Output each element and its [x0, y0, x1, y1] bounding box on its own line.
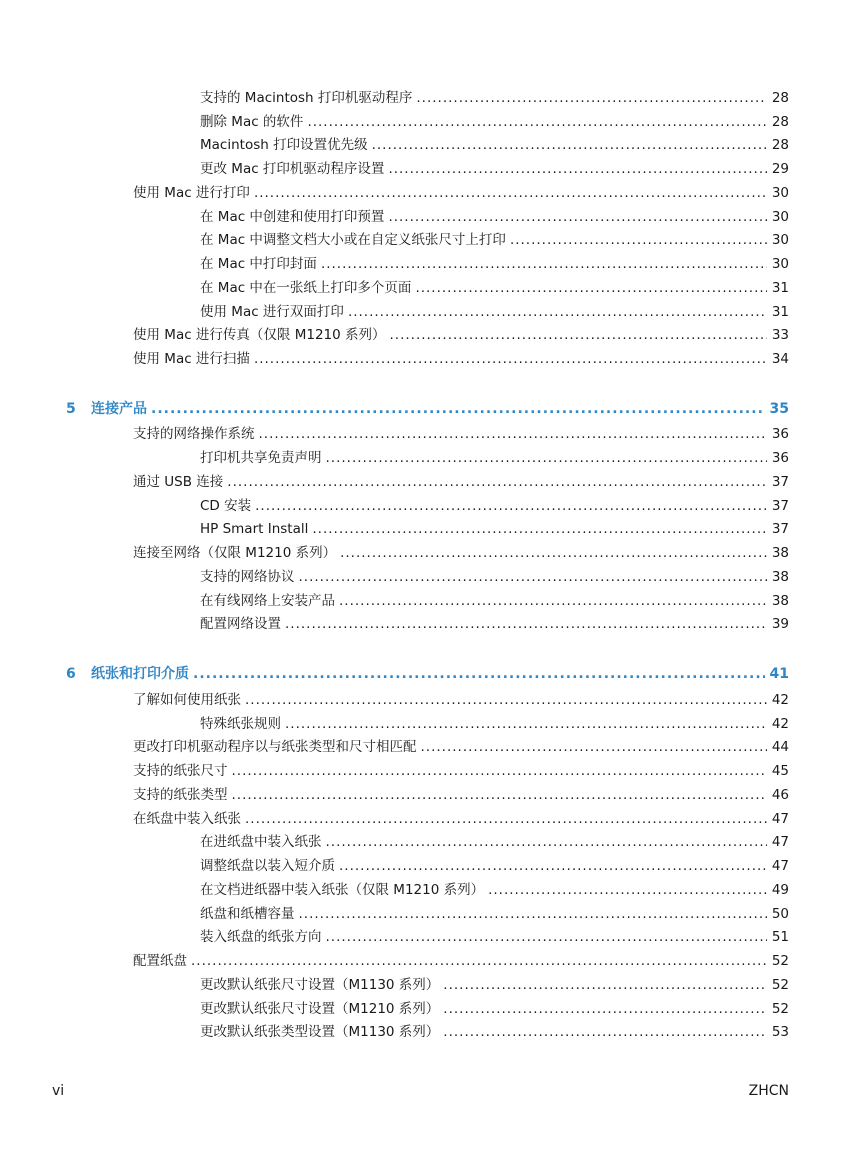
toc-entry[interactable]: [133, 473, 789, 491]
toc-entry-label: 装入纸盘的纸张方向: [200, 929, 322, 945]
toc-entry-page: 42: [771, 692, 789, 708]
toc-entry-page: 30: [771, 209, 789, 225]
toc-entry-page: 28: [771, 137, 789, 153]
toc-entry-page: 42: [771, 716, 789, 732]
toc-entry[interactable]: [200, 976, 789, 994]
dot-leader: [326, 833, 767, 851]
toc-entry[interactable]: [200, 497, 789, 515]
toc-entry-page: 30: [771, 232, 789, 248]
chapter-page: 41: [769, 666, 789, 682]
toc-entry-label: 连接至网络（仅限 M1210 系列）: [133, 545, 337, 561]
toc-entry-page: 36: [771, 426, 789, 442]
toc-entry-page: 37: [771, 474, 789, 490]
toc-entry[interactable]: [200, 1000, 789, 1018]
dot-leader: [232, 762, 767, 780]
toc-entry-page: 30: [771, 185, 789, 201]
toc-entry[interactable]: [133, 786, 789, 804]
toc-entry-label: 使用 Mac 进行传真（仅限 M1210 系列）: [133, 327, 386, 343]
dot-leader: [372, 136, 767, 154]
toc-entry[interactable]: [200, 615, 789, 633]
dot-leader: [443, 1023, 767, 1041]
toc-entry[interactable]: [200, 833, 789, 851]
dot-leader: [443, 976, 767, 994]
toc-entry-page: 44: [771, 739, 789, 755]
toc-entry-page: 53: [771, 1024, 789, 1040]
toc-entry-label: HP Smart Install: [200, 521, 309, 537]
toc-entry-label: 在纸盘中装入纸张: [133, 811, 241, 827]
toc-entry[interactable]: [200, 1023, 789, 1041]
toc-entry-label: 纸盘和纸槽容量: [200, 906, 295, 922]
toc-entry-page: 46: [771, 787, 789, 803]
dot-leader: [232, 786, 767, 804]
toc-entry-page: 38: [771, 545, 789, 561]
chapter-number: 6: [66, 666, 76, 682]
toc-entry-label: 打印机共享免责声明: [200, 450, 322, 466]
toc-entry-label: 使用 Mac 进行双面打印: [200, 304, 344, 320]
toc-entry-page: 49: [771, 882, 789, 898]
toc-entry[interactable]: [133, 691, 789, 709]
dot-leader: [421, 738, 767, 756]
toc-entry[interactable]: [200, 592, 789, 610]
toc-entry[interactable]: [200, 928, 789, 946]
toc-entry[interactable]: [200, 160, 789, 178]
toc-entry-label: 使用 Mac 进行打印: [133, 185, 250, 201]
toc-entry-page: 38: [771, 593, 789, 609]
dot-leader: [299, 905, 767, 923]
toc-entry-page: 47: [771, 858, 789, 874]
toc-entry-label: 支持的网络协议: [200, 569, 295, 585]
dot-leader: [255, 497, 767, 515]
toc-entry-page: 31: [771, 304, 789, 320]
toc-entry[interactable]: [133, 350, 789, 368]
toc-entry-label: 更改打印机驱动程序以与纸张类型和尺寸相匹配: [133, 739, 417, 755]
dot-leader: [340, 544, 767, 562]
toc-entry[interactable]: [200, 231, 789, 249]
dot-leader: [326, 449, 767, 467]
toc-entry-label: 通过 USB 连接: [133, 474, 224, 490]
toc-entry[interactable]: [200, 89, 789, 107]
toc-entry-label: 删除 Mac 的软件: [200, 114, 304, 130]
dot-leader: [307, 113, 766, 131]
footer-page-number: vi: [52, 1083, 65, 1099]
dot-leader: [254, 350, 767, 368]
toc-entry-label: 在有线网络上安装产品: [200, 593, 335, 609]
toc-entry-page: 51: [771, 929, 789, 945]
toc-entry-label: 了解如何使用纸张: [133, 692, 241, 708]
toc-entry-label: 在 Mac 中在一张纸上打印多个页面: [200, 280, 412, 296]
dot-leader: [388, 160, 766, 178]
toc-entry-page: 37: [771, 498, 789, 514]
toc-entry[interactable]: [133, 425, 789, 443]
toc-entry-page: 50: [771, 906, 789, 922]
dot-leader: [488, 881, 767, 899]
toc-entry-label: 支持的 Macintosh 打印机驱动程序: [200, 90, 413, 106]
toc-entry-page: 29: [771, 161, 789, 177]
dot-leader: [415, 279, 766, 297]
chapter-page: 35: [769, 401, 789, 417]
toc-entry[interactable]: [133, 738, 789, 756]
dot-leader: [299, 568, 767, 586]
chapter-title: 纸张和打印介质: [91, 666, 189, 682]
dot-leader: [321, 255, 767, 273]
toc-entry-page: 28: [771, 90, 789, 106]
dot-leader: [326, 928, 767, 946]
toc-entry-label: 支持的纸张尺寸: [133, 763, 228, 779]
chapter-heading-5[interactable]: [66, 400, 789, 418]
toc-entry[interactable]: [200, 255, 789, 273]
toc-entry-page: 45: [771, 763, 789, 779]
toc-entry[interactable]: [200, 113, 789, 131]
dot-leader: [193, 665, 765, 683]
toc-entry-page: 52: [771, 977, 789, 993]
toc-entry-page: 52: [771, 1001, 789, 1017]
dot-leader: [285, 715, 767, 733]
toc-entry-page: 31: [771, 280, 789, 296]
toc-entry-label: 支持的网络操作系统: [133, 426, 255, 442]
toc-entry-label: 使用 Mac 进行扫描: [133, 351, 250, 367]
footer-locale: ZHCN: [748, 1083, 789, 1099]
toc-entry[interactable]: [200, 905, 789, 923]
toc-entry-page: 47: [771, 834, 789, 850]
toc-entry[interactable]: [133, 184, 789, 202]
dot-leader: [510, 231, 767, 249]
toc-entry[interactable]: [200, 303, 789, 321]
dot-leader: [339, 857, 767, 875]
toc-entry[interactable]: [200, 568, 789, 586]
dot-leader: [254, 184, 767, 202]
toc-entry-page: 33: [771, 327, 789, 343]
toc-entry[interactable]: [200, 857, 789, 875]
toc-entry-page: 37: [771, 521, 789, 537]
toc-entry-page: 38: [771, 569, 789, 585]
toc-entry-label: 在文档进纸器中装入纸张（仅限 M1210 系列）: [200, 882, 485, 898]
toc-entry[interactable]: [200, 208, 789, 226]
toc-entry-label: 配置纸盘: [133, 953, 187, 969]
dot-leader: [416, 89, 766, 107]
chapter-heading-6[interactable]: [66, 665, 789, 683]
dot-leader: [245, 810, 767, 828]
toc-entry-page: 36: [771, 450, 789, 466]
toc-entry[interactable]: [200, 715, 789, 733]
dot-leader: [191, 952, 767, 970]
chapter-number: 5: [66, 401, 76, 417]
toc-entry-page: 28: [771, 114, 789, 130]
dot-leader: [227, 473, 767, 491]
toc-entry-label: 特殊纸张规则: [200, 716, 281, 732]
dot-leader: [339, 592, 767, 610]
toc-entry[interactable]: [200, 449, 789, 467]
toc-entry-label: Macintosh 打印设置优先级: [200, 137, 368, 153]
dot-leader: [388, 208, 766, 226]
toc-entry[interactable]: [133, 810, 789, 828]
toc-entry[interactable]: [133, 326, 789, 344]
dot-leader: [348, 303, 767, 321]
toc-entry-page: 30: [771, 256, 789, 272]
toc-entry-label: 在进纸盘中装入纸张: [200, 834, 322, 850]
toc-entry-page: 47: [771, 811, 789, 827]
toc-entry[interactable]: [200, 136, 789, 154]
dot-leader: [259, 425, 767, 443]
toc-entry[interactable]: [133, 952, 789, 970]
toc-entry-page: 34: [771, 351, 789, 367]
toc-entry-page: 52: [771, 953, 789, 969]
toc-entry-label: CD 安装: [200, 498, 252, 514]
dot-leader: [245, 691, 767, 709]
chapter-title: 连接产品: [91, 401, 147, 417]
toc-entry-label: 更改默认纸张类型设置（M1130 系列）: [200, 1024, 440, 1040]
toc-entry[interactable]: [133, 544, 789, 562]
toc-entry-label: 更改默认纸张尺寸设置（M1210 系列）: [200, 1001, 440, 1017]
toc-entry[interactable]: [200, 279, 789, 297]
toc-entry-label: 在 Mac 中打印封面: [200, 256, 317, 272]
toc-entry-label: 调整纸盘以装入短介质: [200, 858, 335, 874]
toc-entry-label: 支持的纸张类型: [133, 787, 228, 803]
toc-entry[interactable]: [133, 762, 789, 780]
dot-leader: [285, 615, 767, 633]
dot-leader: [151, 400, 765, 418]
toc-entry-label: 更改默认纸张尺寸设置（M1130 系列）: [200, 977, 440, 993]
toc-entry[interactable]: [200, 881, 789, 899]
toc-entry-label: 在 Mac 中调整文档大小或在自定义纸张尺寸上打印: [200, 232, 506, 248]
toc-entry-label: 在 Mac 中创建和使用打印预置: [200, 209, 385, 225]
toc-entry-page: 39: [771, 616, 789, 632]
dot-leader: [390, 326, 767, 344]
toc-entry[interactable]: [200, 520, 789, 538]
dot-leader: [312, 520, 766, 538]
toc-entry-label: 配置网络设置: [200, 616, 281, 632]
toc-entry-label: 更改 Mac 打印机驱动程序设置: [200, 161, 385, 177]
dot-leader: [443, 1000, 767, 1018]
